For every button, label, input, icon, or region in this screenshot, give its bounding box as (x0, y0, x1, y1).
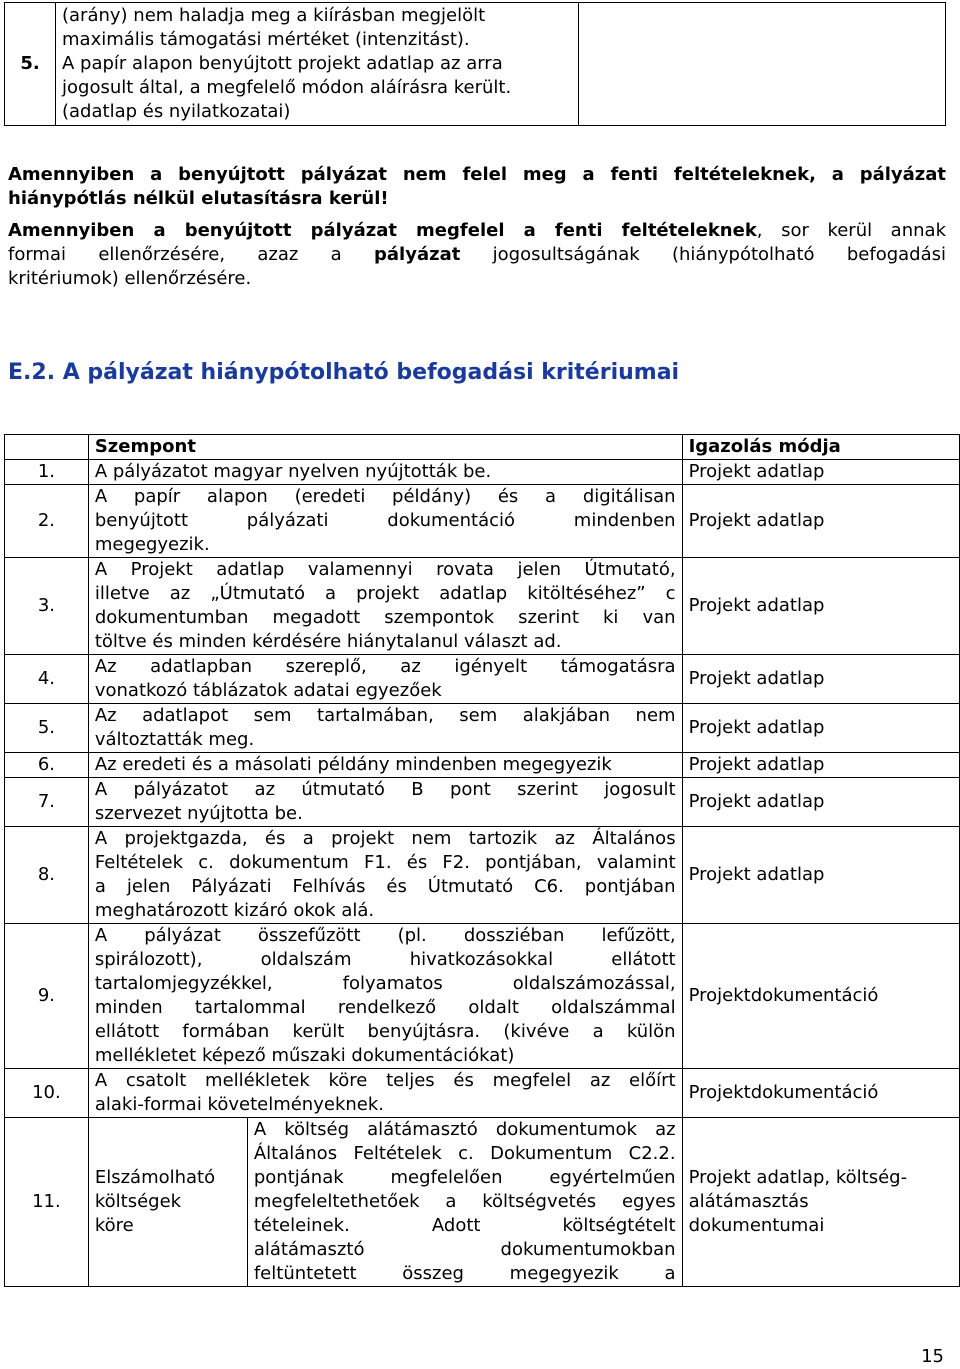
verification-cell (682, 655, 959, 704)
criterion-cell (88, 485, 682, 558)
row-number: 3. (5, 558, 89, 655)
row-number: 2. (5, 485, 89, 558)
table-header-row (5, 435, 960, 460)
header-number (5, 435, 89, 460)
criterion-text (248, 1118, 682, 1286)
criterion-cell (88, 558, 682, 655)
criterion-line: A papír alapon benyújtott projekt adatlap az arra (62, 53, 503, 74)
row-number: 8. (5, 827, 89, 924)
text-line: költségek (94, 1191, 182, 1212)
row-number: 10. (5, 1069, 89, 1118)
rejection-line-1: Amennyiben a benyújtott pályázat nem felel meg a fenti feltételeknek, a pályázat (8, 164, 946, 185)
row-number: 11. (5, 1118, 89, 1287)
text-line: A pályázatot magyar nyelven nyújtották be. (94, 461, 492, 482)
verification-cell (682, 778, 959, 827)
text-line: illetve az „Útmutató a projekt adatlap kitöltéséhez” c (94, 583, 676, 604)
eligibility-bold-word: pályázat (374, 244, 461, 265)
row-number: 7. (5, 778, 89, 827)
rejection-line-2: hiánypótlás nélkül elutasításra kerül! (8, 188, 389, 209)
text-line: Projekt adatlap (688, 461, 825, 482)
criterion-line: jogosult által, a megfelelő módon aláírásra került. (62, 77, 512, 98)
verification-cell (682, 1069, 959, 1118)
table-row (5, 1069, 960, 1118)
eligibility-line-2-post: jogosultságának (hiánypótolható befogadási (460, 244, 946, 265)
eligibility-line-1 (8, 219, 946, 243)
text-line: Projekt adatlap (688, 717, 825, 738)
criterion-cell (88, 924, 682, 1069)
row-number: 5. (5, 704, 89, 753)
table-row (5, 778, 960, 827)
text-line: Projektdokumentáció (688, 985, 879, 1006)
row-number: 4. (5, 655, 89, 704)
text-line: A költség alátámasztó dokumentumok az (253, 1119, 676, 1140)
verification-cell (682, 924, 959, 1069)
table-row (5, 655, 960, 704)
table-row (5, 753, 960, 778)
table-row (5, 924, 960, 1069)
table-row (5, 558, 960, 655)
text-line: Projektdokumentáció (688, 1082, 879, 1103)
text-line: Általános Feltételek c. Dokumentum C2.2. (253, 1143, 676, 1164)
criterion-cell (88, 1069, 682, 1118)
text-line: A projektgazda, és a projekt nem tartozik az Általános (94, 828, 676, 849)
eligibility-paragraph (8, 219, 946, 291)
text-line: a jelen Pályázati Felhívás és Útmutató C6. pontjában (94, 876, 676, 897)
table-row (5, 485, 960, 558)
criterion-cell (88, 778, 682, 827)
text-line: Feltételek c. dokumentum F1. és F2. pontjában, valamint (94, 852, 676, 873)
text-line: Projekt adatlap (688, 595, 825, 616)
text-line: alaki-formai követelményeknek. (94, 1094, 384, 1115)
verification-cell (682, 558, 959, 655)
text-line: dokumentumai (688, 1215, 825, 1236)
text-line: A pályázat összefűzött (pl. dossziéban lefűzött, (94, 925, 676, 946)
verification-cell (682, 827, 959, 924)
text-line: Az eredeti és a másolati példány mindenben megegyezik (94, 754, 612, 775)
text-line: A csatolt mellékletek köre teljes és megfelel az előírt (94, 1070, 676, 1091)
eligibility-line-3: kritériumok) ellenőrzésére. (8, 268, 252, 289)
text-line: Projekt adatlap (688, 864, 825, 885)
criterion-cell (88, 655, 682, 704)
criterion-cell (88, 704, 682, 753)
text-line: alátámasztás (688, 1191, 809, 1212)
text-line: ellátott formában került benyújtásra. (kivéve a külön (94, 1021, 676, 1042)
text-line: Az adatlapban szereplő, az igényelt támogatásra (94, 656, 676, 677)
text-line: változtatták meg. (94, 729, 255, 750)
table-row (5, 827, 960, 924)
criterion-cell (56, 3, 579, 126)
criteria-table (4, 434, 960, 1287)
rejection-paragraph (8, 163, 946, 211)
criterion-cell (88, 1118, 682, 1287)
eligibility-line-2 (8, 243, 946, 267)
text-line: dokumentumban megadott szempontok szerint ki van (94, 607, 676, 628)
criterion-cell (88, 460, 682, 485)
text-line: meghatározott kizáró okok alá. (94, 900, 375, 921)
criterion-line: (arány) nem haladja meg a kiírásban megjelölt (62, 5, 486, 26)
text-line: Az adatlapot sem tartalmában, sem alakjában nem (94, 705, 676, 726)
criterion-cell (88, 827, 682, 924)
text-line: feltüntetett összeg megegyezik a (253, 1263, 676, 1284)
header-verification: Igazolás módja (682, 435, 959, 460)
text-line: szervezet nyújtotta be. (94, 803, 303, 824)
eligibility-line-2-pre: formai ellenőrzésére, azaz a (8, 244, 375, 265)
table-row (5, 1118, 960, 1287)
criterion-line: maximális támogatási mértéket (intenzitást). (62, 29, 470, 50)
text-line: A pályázatot az útmutató B pont szerint jogosult (94, 779, 676, 800)
table-row (5, 704, 960, 753)
table-row (5, 460, 960, 485)
verification-cell (682, 704, 959, 753)
page-number: 15 (921, 1346, 944, 1367)
verification-cell (682, 460, 959, 485)
cost-category-label (89, 1118, 248, 1286)
text-line: megegyezik. (94, 534, 210, 555)
verification-cell (682, 753, 959, 778)
text-line: mellékletet képező műszaki dokumentációkat) (94, 1045, 515, 1066)
text-line: töltve és minden kérdésére hiánytalanul választ ad. (94, 631, 562, 652)
text-line: köre (94, 1215, 134, 1236)
text-line: Projekt adatlap (688, 754, 825, 775)
text-line: megfeleltethetőek a költségvetés egyes (253, 1191, 676, 1212)
row-number: 9. (5, 924, 89, 1069)
text-line: A Projekt adatlap valamennyi rovata jelen Útmutató, (94, 559, 676, 580)
eligibility-bold-phrase: Amennyiben a benyújtott pályázat megfelel a fenti feltételeknek (8, 220, 757, 241)
text-line: Projekt adatlap (688, 510, 825, 531)
continued-criteria-table (4, 2, 946, 126)
text-line: A papír alapon (eredeti példány) és a digitálisan (94, 486, 676, 507)
table-row (5, 3, 946, 126)
row-number: 6. (5, 753, 89, 778)
text-line: minden tartalommal rendelkező oldalt oldalszámmal (94, 997, 676, 1018)
section-heading: E.2. A pályázat hiánypótolható befogadási kritériumai (8, 360, 680, 385)
text-line: pontjának megfelelően egyértelműen (253, 1167, 676, 1188)
text-line: tartalomjegyzékkel, folyamatos oldalszámozással, (94, 973, 676, 994)
text-line: vonatkozó táblázatok adatai egyezőek (94, 680, 442, 701)
text-line: Elszámolható (94, 1167, 216, 1188)
text-line: Projekt adatlap (688, 668, 825, 689)
criterion-text (62, 4, 572, 124)
text-line: Projekt adatlap, költség- (688, 1167, 908, 1188)
header-criterion: Szempont (88, 435, 682, 460)
text-line: spirálozott), oldalszám hivatkozásokkal ellátott (94, 949, 676, 970)
text-line: tételeinek. Adott költségtételt (253, 1215, 676, 1236)
text-line: alátámasztó dokumentumokban (253, 1239, 676, 1260)
row-number: 1. (5, 460, 89, 485)
text-line: Projekt adatlap (688, 791, 825, 812)
row-number: 5. (5, 3, 56, 126)
verification-cell (682, 1118, 959, 1287)
criterion-cell (88, 753, 682, 778)
verification-cell (579, 3, 946, 126)
verification-cell (682, 485, 959, 558)
text-line: benyújtott pályázati dokumentáció mindenben (94, 510, 676, 531)
criterion-line: (adatlap és nyilatkozatai) (62, 101, 291, 122)
eligibility-rest: , sor kerül annak (756, 220, 946, 241)
